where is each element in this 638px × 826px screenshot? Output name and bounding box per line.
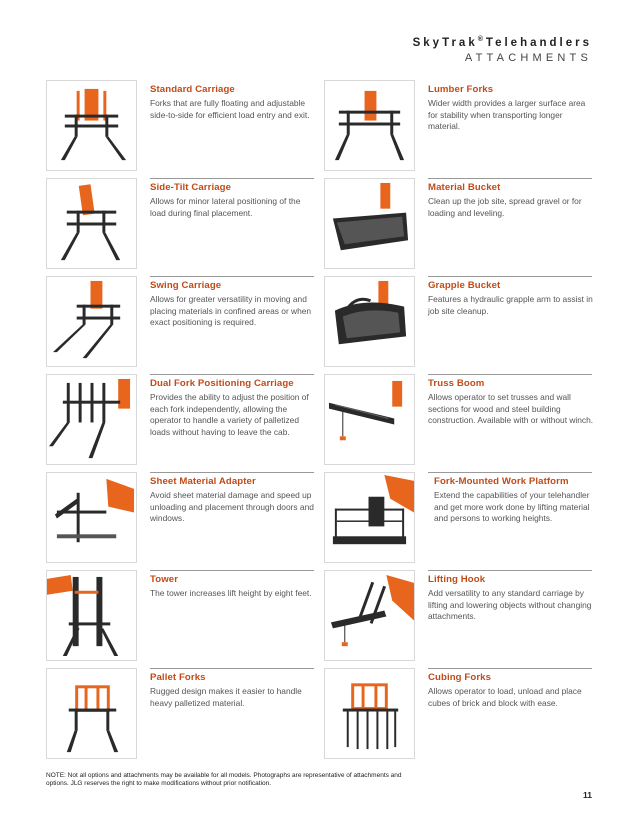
attachment-material-bucket <box>324 178 592 270</box>
attachment-pallet-forks <box>46 668 314 760</box>
section-title: ATTACHMENTS <box>464 52 592 64</box>
tower-photo <box>46 570 137 661</box>
cubing-forks-photo <box>324 668 415 759</box>
attachment-description: Allows operator to load, unload and place cubes of brick and block with ease. <box>428 686 582 708</box>
attachment-description: Provides the ability to adjust the position of each fork independently, allowing the operator to handle a variety of palletized loads without having to leave the cab. <box>150 392 309 437</box>
attachment-title: Side-Tilt Carriage <box>150 182 232 193</box>
attachment-title: Truss Boom <box>428 378 485 389</box>
divider <box>150 570 314 571</box>
attachment-title: Grapple Bucket <box>428 280 501 291</box>
divider <box>428 374 592 375</box>
attachment-title: Fork-Mounted Work Platform <box>434 476 569 487</box>
brand-header <box>413 37 592 64</box>
attachment-dual-fork-carriage <box>46 374 314 466</box>
attachment-title: Lifting Hook <box>428 574 486 585</box>
attachment-title: Pallet Forks <box>150 672 206 683</box>
attachment-lifting-hook <box>324 570 592 662</box>
attachment-description: The tower increases lift height by eight feet. <box>150 588 312 598</box>
attachment-side-tilt-carriage <box>46 178 314 270</box>
footer-note: NOTE: Not all options and attachments may be available for all models. Photographs are representative of attachments and options. JLG reserves the right to make modifications without prior notification. <box>46 772 402 788</box>
attachment-title: Cubing Forks <box>428 672 492 683</box>
brand-name: SkyTrak <box>412 37 478 49</box>
divider <box>150 276 314 277</box>
attachment-description: Allows operator to set trusses and wall sections for wood and steel building construction. Available with or without winch. <box>428 392 594 426</box>
attachment-tower <box>46 570 314 662</box>
dual-fork-carriage-photo <box>46 374 137 465</box>
attachment-title: Lumber Forks <box>428 84 494 95</box>
attachment-description: Avoid sheet material damage and speed up unloading and placement through doors and windows. <box>150 490 314 524</box>
divider <box>428 668 592 669</box>
lifting-hook-photo <box>324 570 415 661</box>
attachment-title: Material Bucket <box>428 182 501 193</box>
attachment-description: Forks that are fully floating and adjustable side-to-side for efficient load entry and exit. <box>150 98 310 120</box>
attachment-swing-carriage <box>46 276 314 368</box>
product-name: Telehandlers <box>485 37 592 49</box>
attachment-title: Dual Fork Positioning Carriage <box>150 378 294 389</box>
truss-boom-photo <box>324 374 415 465</box>
attachment-grapple-bucket <box>324 276 592 368</box>
attachment-description: Wider width provides a larger surface area for stability when transporting longer material. <box>428 98 586 132</box>
attachment-work-platform <box>324 472 592 564</box>
attachment-sheet-material-adapter <box>46 472 314 564</box>
divider <box>150 668 314 669</box>
swing-carriage-photo <box>46 276 137 367</box>
divider <box>150 374 314 375</box>
attachment-title: Sheet Material Adapter <box>150 476 256 487</box>
attachment-title: Swing Carriage <box>150 280 222 291</box>
divider <box>150 178 314 179</box>
side-tilt-carriage-photo <box>46 178 137 269</box>
attachment-description: Add versatility to any standard carriage by lifting and lowering objects without changing attachments. <box>428 588 592 622</box>
divider <box>428 276 592 277</box>
divider <box>428 570 592 571</box>
registered-mark: ® <box>477 36 483 43</box>
material-bucket-photo <box>324 178 415 269</box>
attachment-description: Features a hydraulic grapple arm to assist in job site cleanup. <box>428 294 593 316</box>
divider <box>428 178 592 179</box>
divider <box>428 472 592 473</box>
work-platform-photo <box>324 472 415 563</box>
attachment-standard-carriage <box>46 80 314 172</box>
sheet-material-adapter-photo <box>46 472 137 563</box>
attachment-title: Tower <box>150 574 179 585</box>
attachment-description: Extend the capabilities of your telehandler and get more work done by lifting material and persons to working heights. <box>434 490 590 524</box>
attachment-description: Rugged design makes it easier to handle heavy palletized material. <box>150 686 302 708</box>
attachment-description: Allows for minor lateral positioning of the load during final placement. <box>150 196 301 218</box>
attachment-cubing-forks <box>324 668 592 760</box>
divider <box>150 472 314 473</box>
attachment-lumber-forks <box>324 80 592 172</box>
brand-title <box>413 37 592 49</box>
attachment-truss-boom <box>324 374 592 466</box>
page-number: 11 <box>583 790 592 800</box>
attachment-title: Standard Carriage <box>150 84 235 95</box>
grapple-bucket-photo <box>324 276 415 367</box>
lumber-forks-photo <box>324 80 415 171</box>
pallet-forks-photo <box>46 668 137 759</box>
attachment-description: Allows for greater versatility in moving and placing materials in confined areas or when exact positioning is required. <box>150 294 312 328</box>
standard-carriage-photo <box>46 80 137 171</box>
attachment-description: Clean up the job site, spread gravel or for loading and leveling. <box>428 196 582 218</box>
